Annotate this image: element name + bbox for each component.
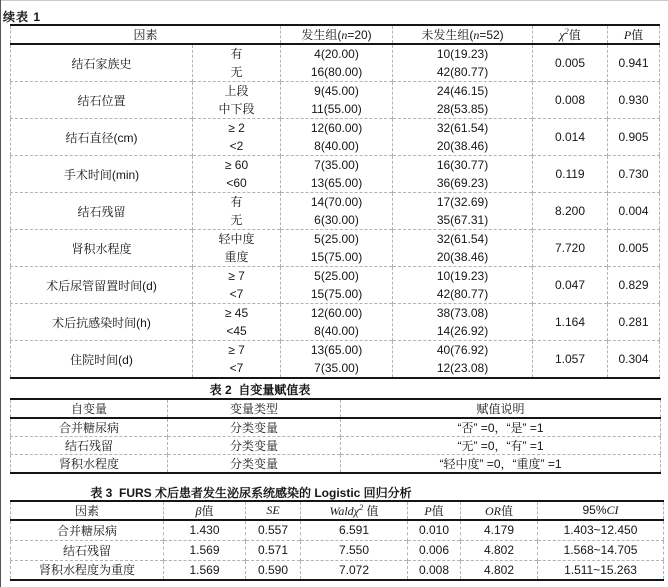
non-occur-group-cell-line1: 32(61.54) — [436, 121, 489, 135]
table-row — [11, 230, 660, 267]
table-row — [11, 304, 660, 341]
factor-cell: 术后尿管留置时间(d) — [11, 267, 193, 304]
p-value-cell: 0.006 — [408, 540, 461, 560]
occur-group-cell — [281, 44, 393, 82]
non-occur-group-cell-line2: 35(67.31) — [436, 213, 489, 227]
chi-square-value-cell: 1.164 — [533, 304, 608, 341]
category-cell-line2: 中下段 — [218, 102, 255, 116]
t1-header-occur-group: 发生组(n=20) — [281, 25, 393, 44]
se-cell: 0.590 — [246, 560, 301, 580]
t2-header-row — [11, 399, 661, 418]
category-cell — [193, 119, 281, 156]
category-cell — [193, 44, 281, 82]
factor-cell: 住院时间(d) — [11, 341, 193, 379]
occur-group-cell-line1: 12(60.00) — [310, 121, 363, 135]
p-value-cell: 0.905 — [608, 119, 660, 156]
t3-header-ci: 95%CI — [538, 501, 664, 520]
category-cell — [193, 267, 281, 304]
non-occur-group-cell-line1: 17(32.69) — [436, 195, 489, 209]
table-row — [11, 156, 660, 193]
table-row — [11, 560, 664, 580]
t1-header-p-value: P值 — [608, 25, 660, 44]
variable-cell: 合并糖尿病 — [58, 421, 119, 435]
non-occur-group-cell — [393, 267, 533, 304]
wald-cell: 7.550 — [301, 540, 408, 560]
occur-group-cell-line2: 8(40.00) — [314, 324, 359, 338]
non-occur-group-cell-line2: 28(53.85) — [436, 102, 489, 116]
continued-table-caption: 续表 1 — [3, 10, 42, 24]
occur-group-cell — [281, 193, 393, 230]
t3-header-beta: β值 — [164, 501, 246, 520]
table2-title: 表 2 自变量赋值表 — [209, 383, 311, 397]
category-cell-line1: ≥ 7 — [228, 343, 245, 357]
factor-cell: 结石位置 — [11, 82, 193, 119]
table-row — [11, 520, 664, 540]
factor-cell: 术后抗感染时间(h) — [11, 304, 193, 341]
t1-header-non-occur-group: 未发生组(n=52) — [393, 25, 533, 44]
or-value-cell: 4.802 — [461, 560, 538, 580]
chi-square-value-cell: 0.047 — [533, 267, 608, 304]
p-value-cell: 0.829 — [608, 267, 660, 304]
t1-header-factor: 因素 — [11, 25, 281, 44]
occur-group-cell-line2: 15(75.00) — [310, 250, 363, 264]
occur-group-cell-line1: 12(60.00) — [310, 306, 363, 320]
non-occur-group-cell — [393, 304, 533, 341]
t3-header-or-value: OR值 — [461, 501, 538, 520]
table-row — [11, 540, 664, 560]
table-row — [11, 418, 661, 437]
p-value-cell: 0.005 — [608, 230, 660, 267]
occur-group-cell — [281, 304, 393, 341]
variable-type-cell: 分类变量 — [168, 418, 341, 437]
occur-group-cell-line2: 8(40.00) — [314, 139, 359, 153]
variable-cell: 肾积水程度 — [11, 455, 168, 474]
non-occur-group-cell — [393, 156, 533, 193]
non-occur-group-cell-line1: 40(76.92) — [436, 343, 489, 357]
chi-square-value-cell: 1.057 — [533, 341, 608, 379]
category-cell — [193, 156, 281, 193]
non-occur-group-cell-line1: 16(30.77) — [436, 158, 489, 172]
occur-group-cell-line2: 7(35.00) — [314, 361, 359, 375]
se-cell: 0.571 — [246, 540, 301, 560]
wald-cell: 7.072 — [301, 560, 408, 580]
t1-body — [11, 44, 660, 378]
category-cell — [193, 304, 281, 341]
factor-cell: 手术时间(min) — [11, 156, 193, 193]
p-value-cell: 0.941 — [608, 44, 660, 82]
factor-cell: 肾积水程度 — [11, 230, 193, 267]
non-occur-group-cell-line1: 24(46.15) — [436, 84, 489, 98]
category-cell-line2: <2 — [229, 139, 244, 153]
table-row — [11, 193, 660, 230]
non-occur-group-cell-line2: 20(38.46) — [436, 139, 489, 153]
ci-cell: 1.568~14.705 — [538, 540, 664, 560]
factor-cell: 结石残留 — [11, 193, 193, 230]
table-row — [11, 119, 660, 156]
category-cell — [193, 193, 281, 230]
ci-cell: 1.511~15.263 — [538, 560, 664, 580]
category-cell-line2: <45 — [226, 324, 247, 338]
table1-univariate-analysis — [10, 24, 660, 379]
non-occur-group-cell-line1: 10(19.23) — [436, 269, 489, 283]
occur-group-cell-line2: 13(65.00) — [310, 176, 363, 190]
t1-header-chi-square-value: $\chi^2$值 — [533, 25, 608, 44]
non-occur-group-cell-line2: 42(80.77) — [436, 65, 489, 79]
t1-header-row — [11, 25, 660, 44]
occur-group-cell-line2: 15(75.00) — [310, 287, 363, 301]
beta-cell: 1.569 — [164, 560, 246, 580]
factor-cell: 结石家族史 — [71, 56, 132, 71]
non-occur-group-cell — [393, 230, 533, 267]
t3-header-factor: 因素 — [11, 501, 164, 520]
category-cell-line1: ≥ 7 — [228, 269, 245, 283]
category-cell-line2: 无 — [230, 65, 243, 79]
table3-title: 表 3 FURS 术后患者发生泌尿系统感染的 Logistic 回归分析 — [90, 486, 412, 500]
occur-group-cell — [281, 119, 393, 156]
p-value-cell: 0.304 — [608, 341, 660, 379]
non-occur-group-cell-line1: 38(73.08) — [436, 306, 489, 320]
se-cell: 0.557 — [246, 520, 301, 540]
non-occur-group-cell-line2: 20(38.46) — [436, 250, 489, 264]
t3-body — [11, 520, 664, 580]
category-cell-line1: 有 — [230, 195, 243, 209]
variable-type-cell: 分类变量 — [168, 455, 341, 474]
assignment-cell: “否” =0，“是” =1 — [341, 418, 661, 437]
table-row — [11, 267, 660, 304]
occur-group-cell-line1: 9(45.00) — [314, 84, 359, 98]
occur-group-cell — [281, 267, 393, 304]
chi-square-value-cell: 0.119 — [533, 156, 608, 193]
factor-cell: 合并糖尿病 — [56, 523, 117, 538]
occur-group-cell-line1: 14(70.00) — [310, 195, 363, 209]
table-row — [11, 44, 660, 82]
t2-header-variable: 自变量 — [11, 399, 168, 418]
occur-group-cell-line1: 5(25.00) — [314, 269, 359, 283]
category-cell-line2: <60 — [226, 176, 247, 190]
or-value-cell: 4.179 — [461, 520, 538, 540]
occur-group-cell-line1: 7(35.00) — [314, 158, 359, 172]
non-occur-group-cell-line1: 10(19.23) — [436, 47, 489, 61]
occur-group-cell — [281, 341, 393, 379]
non-occur-group-cell — [393, 82, 533, 119]
category-cell-line1: ≥ 60 — [224, 158, 249, 172]
t2-body — [11, 418, 661, 473]
p-value-cell: 0.930 — [608, 82, 660, 119]
non-occur-group-cell-line2: 42(80.77) — [436, 287, 489, 301]
non-occur-group-cell-line2: 12(23.08) — [436, 361, 489, 375]
beta-cell: 1.430 — [164, 520, 246, 540]
assignment-cell: “轻中度” =0，“重度” =1 — [341, 455, 661, 474]
t2-header-assignment: 赋值说明 — [341, 399, 661, 418]
category-cell-line2: 重度 — [224, 250, 249, 264]
variable-cell: 结石残留 — [11, 437, 168, 455]
non-occur-group-cell — [393, 193, 533, 230]
category-cell-line1: 有 — [230, 47, 243, 61]
ci-cell: 1.403~12.450 — [538, 520, 664, 540]
occur-group-cell-line2: 16(80.00) — [310, 65, 363, 79]
category-cell-line2: <7 — [229, 287, 244, 301]
category-cell-line1: 上段 — [224, 84, 249, 98]
table-row — [11, 455, 661, 474]
p-value-cell: 0.010 — [408, 520, 461, 540]
p-value-cell: 0.004 — [608, 193, 660, 230]
category-cell — [193, 230, 281, 267]
category-cell-line2: <7 — [229, 361, 244, 375]
table2-variable-assignment — [10, 398, 661, 474]
non-occur-group-cell-line2: 36(69.23) — [436, 176, 489, 190]
p-value-cell: 0.730 — [608, 156, 660, 193]
page-top-edge-line — [0, 0, 668, 1]
wald-cell: 6.591 — [301, 520, 408, 540]
category-cell-line2: 无 — [230, 213, 243, 227]
factor-cell: 结石残留 — [11, 540, 164, 560]
non-occur-group-cell-line1: 32(61.54) — [436, 232, 489, 246]
chi-square-value-cell: 0.014 — [533, 119, 608, 156]
t3-header-se: SE — [246, 501, 301, 520]
table-row — [11, 341, 660, 379]
category-cell — [193, 82, 281, 119]
chi-square-value-cell: 0.008 — [533, 82, 608, 119]
occur-group-cell — [281, 82, 393, 119]
or-value-cell: 4.802 — [461, 540, 538, 560]
occur-group-cell-line1: 5(25.00) — [314, 232, 359, 246]
occur-group-cell-line1: 4(20.00) — [314, 47, 359, 61]
factor-cell: 结石直径(cm) — [11, 119, 193, 156]
p-value-cell: 0.008 — [408, 560, 461, 580]
factor-cell: 肾积水程度为重度 — [11, 560, 164, 580]
variable-type-cell: 分类变量 — [168, 437, 341, 455]
table-row — [11, 437, 661, 455]
p-value-cell: 0.281 — [608, 304, 660, 341]
non-occur-group-cell-line2: 14(26.92) — [436, 324, 489, 338]
category-cell — [193, 341, 281, 379]
non-occur-group-cell — [393, 44, 533, 82]
occur-group-cell-line2: 6(30.00) — [314, 213, 359, 227]
beta-cell: 1.569 — [164, 540, 246, 560]
table3-logistic-regression — [10, 500, 664, 581]
category-cell-line1: ≥ 45 — [224, 306, 249, 320]
non-occur-group-cell — [393, 119, 533, 156]
non-occur-group-cell — [393, 341, 533, 379]
table-row — [11, 82, 660, 119]
t3-header-p-value: P值 — [408, 501, 461, 520]
category-cell-line1: ≥ 2 — [228, 121, 245, 135]
occur-group-cell — [281, 230, 393, 267]
occur-group-cell-line1: 13(65.00) — [310, 343, 363, 357]
t3-header-wald-chi-square: Waldχ$^2$ 值 — [301, 501, 408, 520]
t3-header-row — [11, 501, 664, 520]
t2-header-variable-type: 变量类型 — [168, 399, 341, 418]
occur-group-cell — [281, 156, 393, 193]
chi-square-value-cell: 0.005 — [533, 44, 608, 82]
occur-group-cell-line2: 11(55.00) — [311, 102, 362, 116]
category-cell-line1: 轻中度 — [218, 232, 255, 246]
chi-square-value-cell: 8.200 — [533, 193, 608, 230]
chi-square-value-cell: 7.720 — [533, 230, 608, 267]
assignment-cell: “无” =0，“有” =1 — [341, 437, 661, 455]
